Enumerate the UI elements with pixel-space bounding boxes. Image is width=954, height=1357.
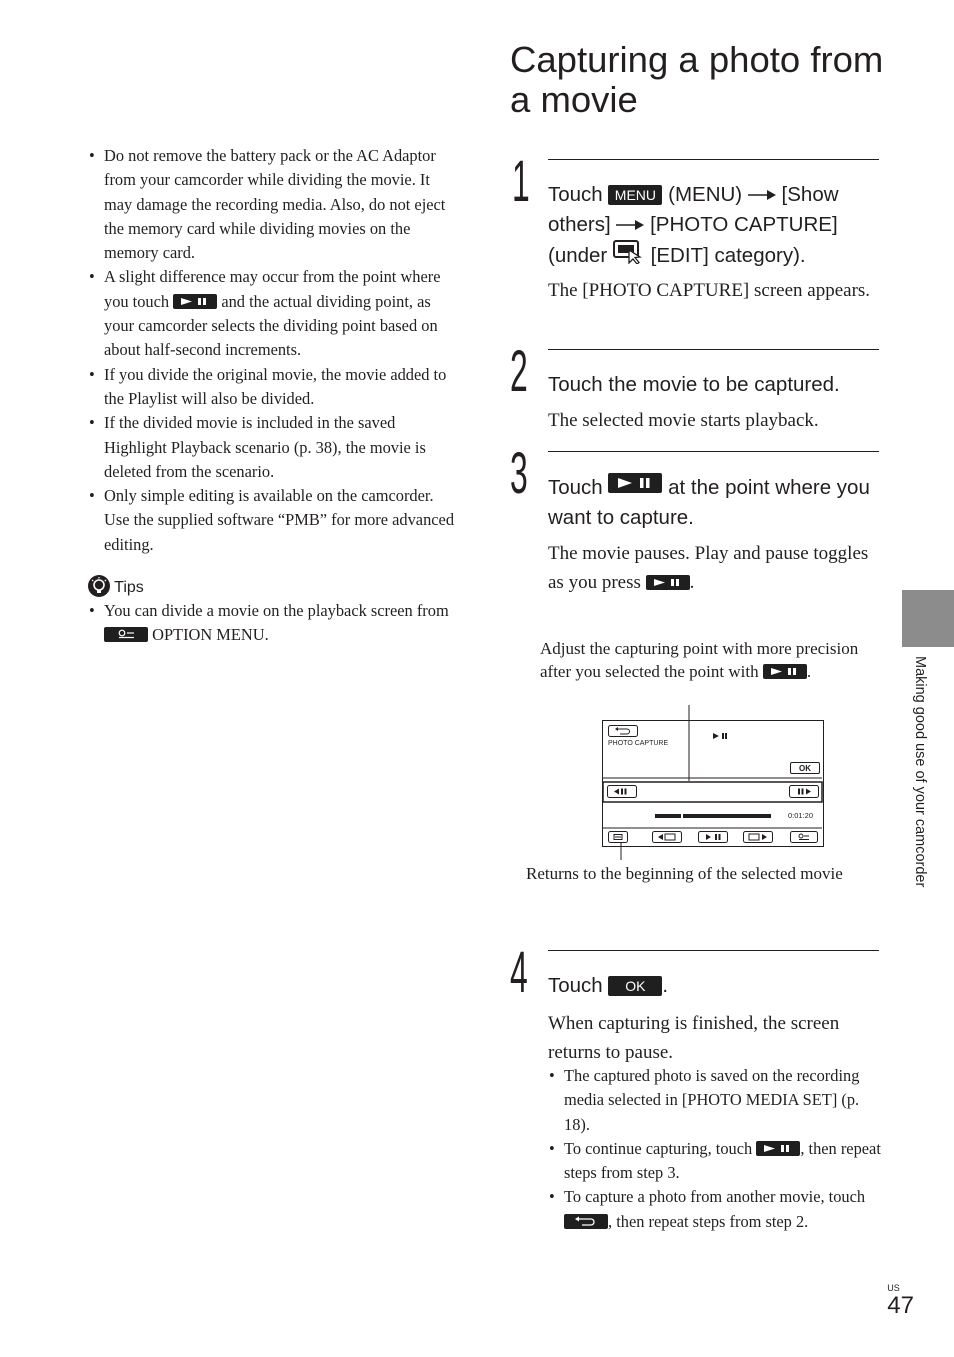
previous-button[interactable]	[652, 830, 682, 848]
play-pause-icon	[763, 664, 807, 679]
step4-notes	[548, 1064, 883, 1234]
screen-title: PHOTO CAPTURE	[608, 740, 669, 747]
menu-icon: MENU	[608, 185, 662, 205]
lightbulb-icon	[88, 575, 110, 597]
note-item: • If you divide the original movie, the movie added to the Playlist will also be divided.	[88, 363, 454, 412]
ok-button[interactable]: OK	[790, 762, 820, 774]
step3-result: The movie pauses. Play and pause toggles as you press .	[548, 543, 869, 593]
section-label: Making good use of your camcorder	[912, 656, 928, 888]
arrow-right-icon	[748, 183, 776, 206]
edit-category-icon	[613, 244, 645, 267]
step-divider	[548, 950, 879, 951]
option-menu-icon	[104, 627, 148, 642]
step-number: 3	[510, 441, 528, 506]
return-icon	[564, 1214, 608, 1229]
notes-list	[88, 144, 454, 557]
frame-back-button[interactable]	[607, 785, 637, 803]
play-pause-icon	[646, 575, 690, 590]
option-button[interactable]	[790, 830, 818, 848]
note-item: • A slight difference may occur from the point where you touch and the actual dividing point, as your camcorder selects the dividing point based on about half-second increments.	[88, 265, 454, 362]
next-button[interactable]	[743, 830, 773, 848]
step2-result: The selected movie starts playback.	[548, 410, 819, 431]
play-pause-status-icon	[712, 727, 730, 745]
note-item: • Do not remove the battery pack or the AC Adaptor from your camcorder while dividing the movie. It may damage the recording media. Also, do not eject the memory card while dividing movies on the memory card.	[88, 144, 454, 265]
note-item: • The captured photo is saved on the recording media selected in [PHOTO MEDIA SET] (p. 18).	[548, 1064, 883, 1137]
step4-instruction: Touch OK .	[548, 974, 669, 997]
tips-list	[88, 599, 454, 648]
ok-icon: OK	[608, 976, 662, 996]
note-item: • To capture a photo from another movie, touch , then repeat steps from step 2.	[548, 1185, 883, 1234]
step-divider	[548, 159, 879, 160]
step4-result: When capturing is finished, the screen returns to pause.	[548, 1013, 840, 1063]
step-divider	[548, 451, 879, 452]
note-item: • To continue capturing, touch , then repeat steps from step 3.	[548, 1137, 883, 1186]
note-item: • If the divided movie is included in the saved Highlight Playback scenario (p. 38), the movie is deleted from the scenario.	[88, 411, 454, 484]
step-number: 4	[510, 940, 528, 1005]
play-pause-icon	[756, 1141, 800, 1156]
arrow-right-icon	[616, 213, 644, 236]
step2-instruction: Touch the movie to be captured.	[548, 373, 840, 396]
page-number-block	[887, 1283, 914, 1319]
page-number: 47	[887, 1292, 914, 1319]
diagram-caption-top: Adjust the capturing point with more precision after you selected the point with .	[540, 639, 859, 681]
section-tab	[902, 590, 954, 647]
play-pause-icon	[608, 473, 662, 493]
tips-heading: Tips	[88, 575, 454, 599]
step-number: 1	[512, 149, 530, 214]
step1-result: The [PHOTO CAPTURE] screen appears.	[548, 280, 871, 301]
note-item: • Only simple editing is available on the camcorder. Use the supplied software “PMB” for more advanced editing.	[88, 484, 454, 557]
diagram-caption-bottom: Returns to the beginning of the selected movie	[526, 864, 843, 883]
beginning-button[interactable]	[608, 830, 628, 848]
notes-column	[88, 144, 454, 648]
play-pause-button[interactable]	[698, 830, 728, 848]
page-title: Capturing a photo from a movie	[510, 39, 884, 120]
step3-instruction: Touch at the point where you want to capture.	[548, 473, 888, 533]
time-counter: 0:01:20	[788, 811, 814, 820]
photo-capture-screen	[602, 720, 824, 847]
region-label: US	[887, 1283, 900, 1293]
step1-instruction: Touch MENU (MENU) [Show others] [PHOTO CAPTURE] (under [EDIT] category).	[548, 183, 839, 267]
frame-forward-button[interactable]	[789, 785, 819, 803]
step-divider	[548, 349, 879, 350]
step-number: 2	[510, 339, 528, 404]
play-pause-icon	[173, 294, 217, 309]
tip-item: • You can divide a movie on the playback screen from OPTION MENU.	[88, 599, 454, 648]
